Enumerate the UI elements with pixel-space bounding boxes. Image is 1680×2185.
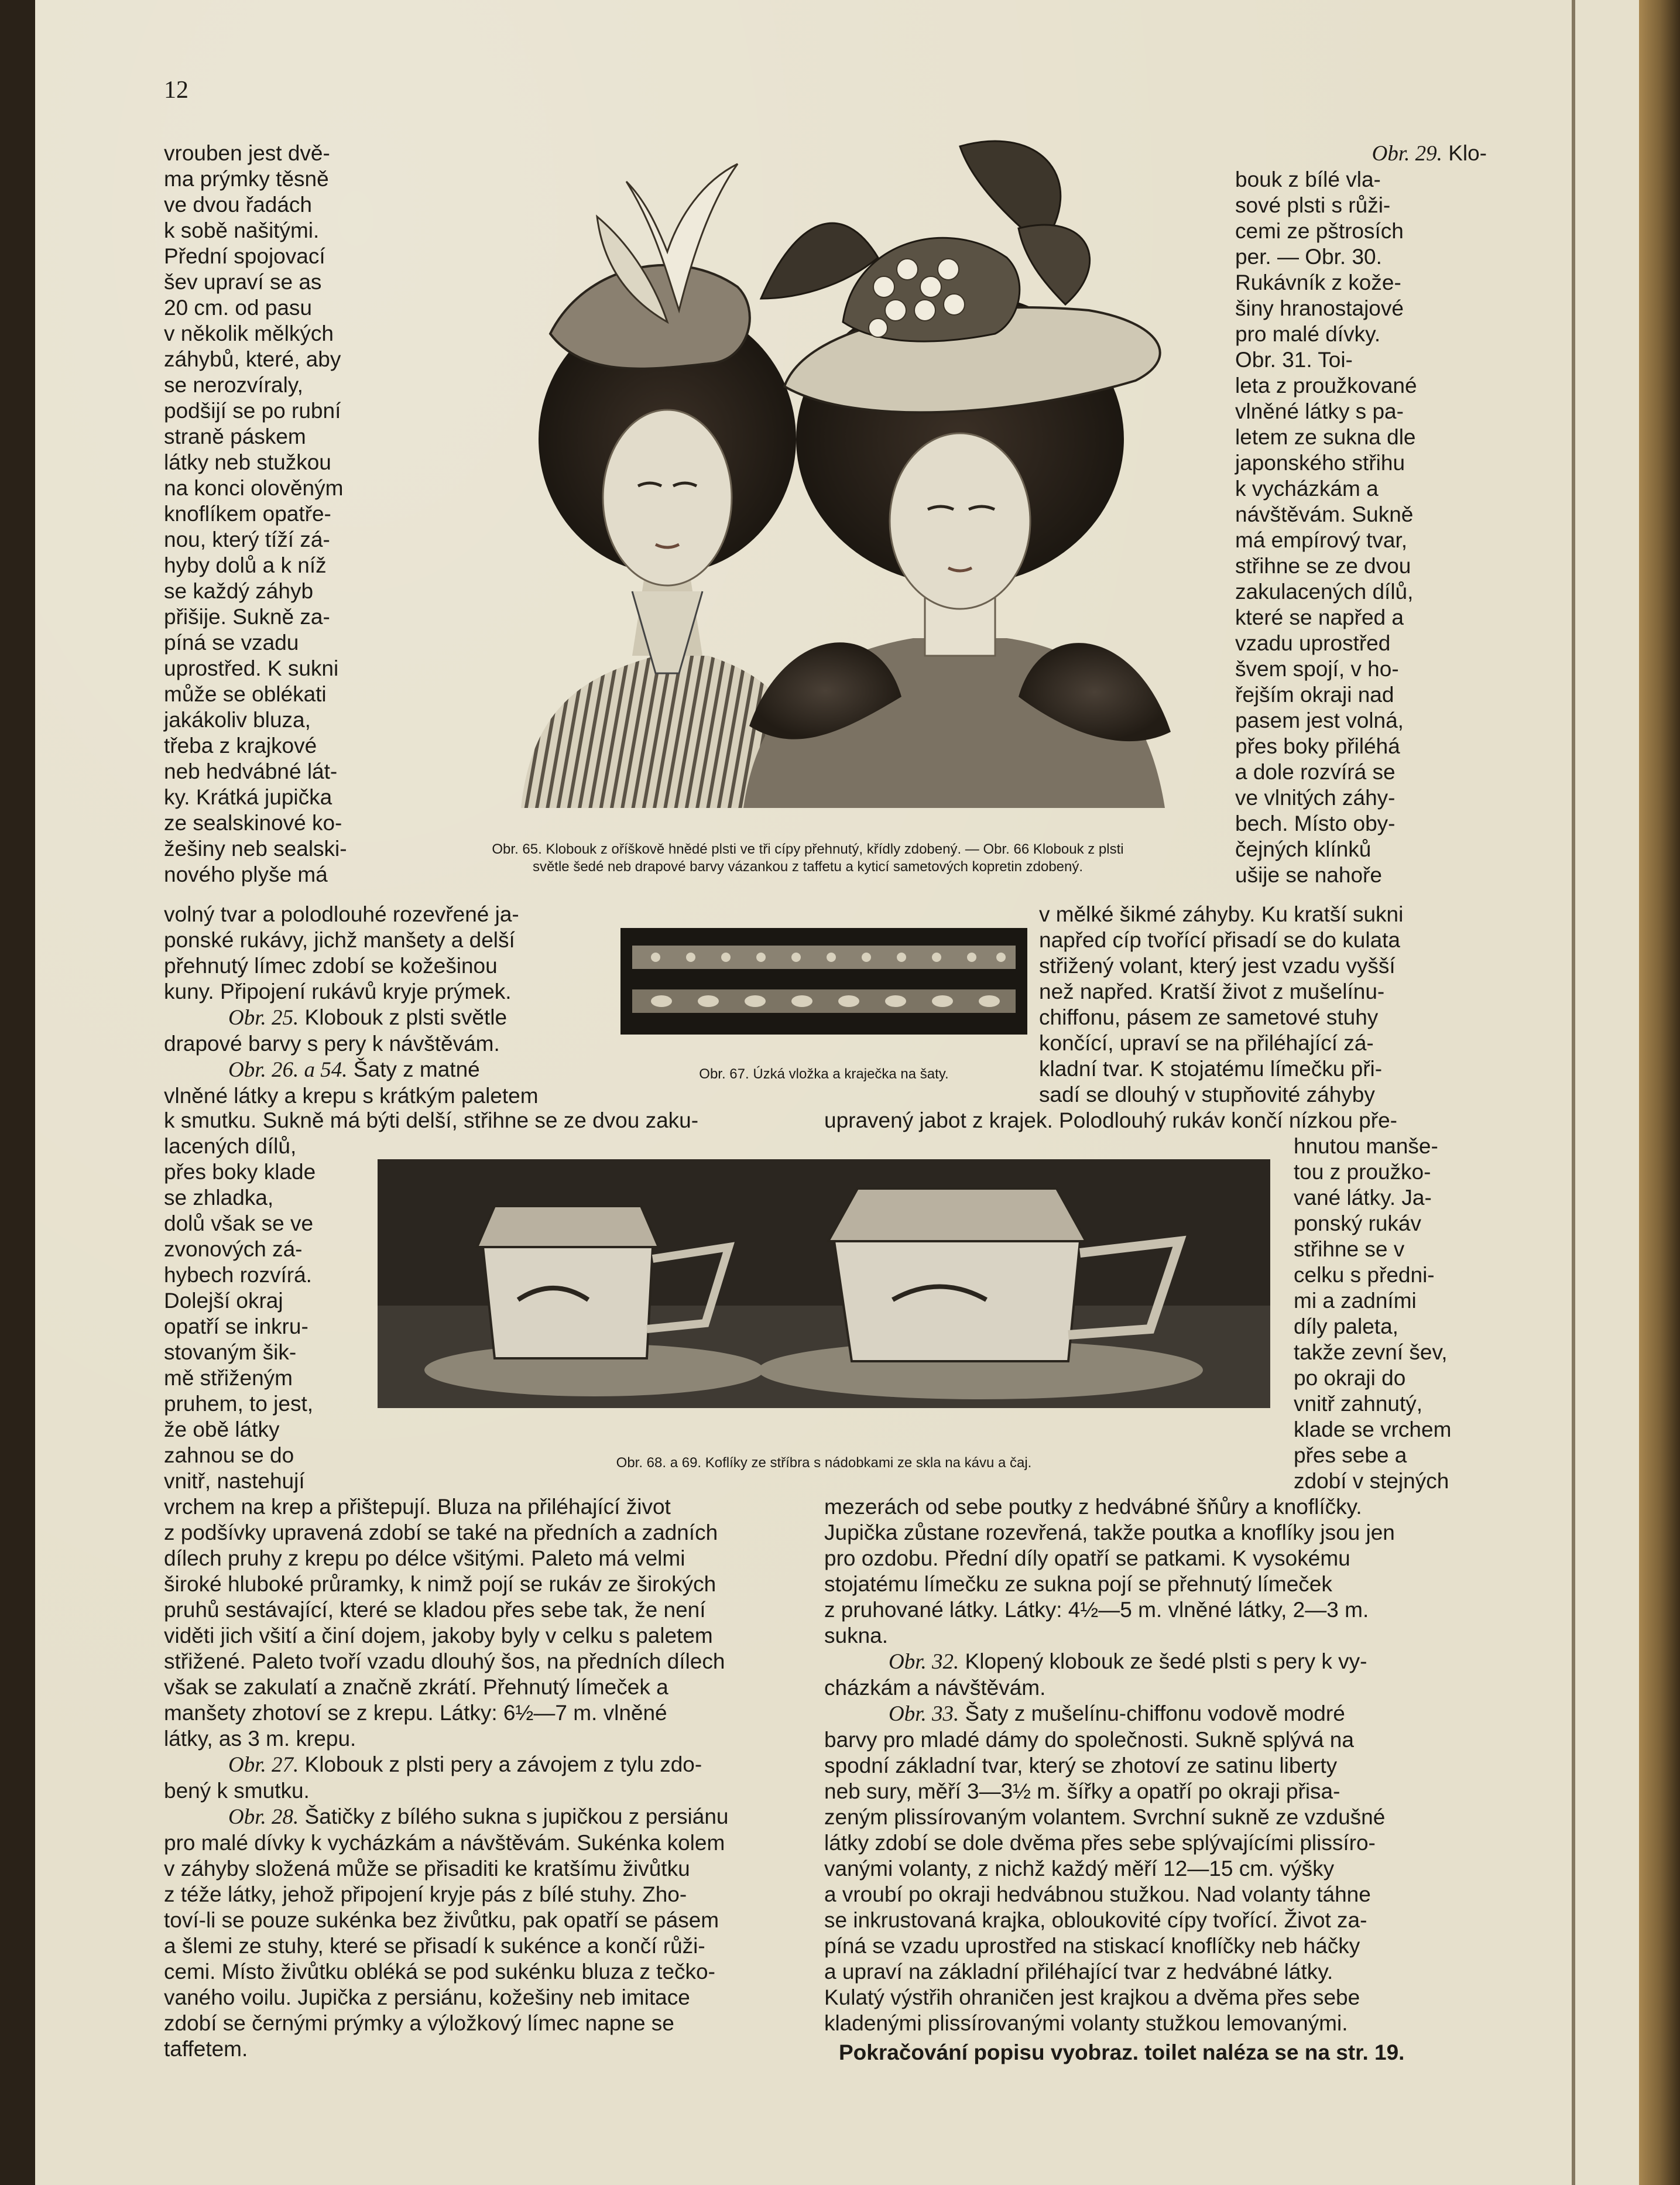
column-left-narrow-line: dolů však se ve bbox=[164, 1211, 314, 1235]
caption-obr-65-66 bbox=[375, 841, 1241, 876]
column-right-top-line: per. — Obr. 30. bbox=[1235, 245, 1382, 269]
column-left-bottom-line: viděti jich všití a činí dojem, jakoby byly v celku s paletem bbox=[164, 1624, 713, 1648]
lace-strips bbox=[620, 928, 1027, 1035]
column-left-bottom-line: vrchem na krep a přištepují. Bluza na přiléhající život bbox=[164, 1495, 671, 1519]
caption-obr-68-69: Obr. 68. a 69. Koflíky ze stříbra s nádobkami ze skla na kávu a čaj. bbox=[616, 1455, 1032, 1471]
column-left-top-line: se každý záhyb bbox=[164, 579, 314, 603]
column-left-top-line: ma prýmky těsně bbox=[164, 167, 329, 191]
column-right-narrow-line: střihne se v bbox=[1294, 1237, 1405, 1261]
column-left-top-line: přišije. Sukně za- bbox=[164, 605, 330, 629]
para-28-cont-line: a šlemi ze stuhy, které se přisadí k sukénce a končí růži- bbox=[164, 1934, 705, 1958]
para-28-cont-line: pro malé dívky k vycházkám a návštěvám. Sukénka kolem bbox=[164, 1831, 725, 1855]
column-left-narrow-line: pruhem, to jest, bbox=[164, 1392, 314, 1416]
column-right-top-line: pasem jest volná, bbox=[1235, 708, 1404, 732]
para-28-cont-line: taffetem. bbox=[164, 2037, 248, 2061]
para-33-cont-line: kladenými plissírovanými volanty stužkou lemovanými. bbox=[824, 2011, 1348, 2035]
column-right-top-line: japonského střihu bbox=[1235, 451, 1405, 475]
column-right-top-line: k vycházkám a bbox=[1235, 477, 1379, 501]
column-left-top-line: ve dvou řadách bbox=[164, 193, 313, 217]
obr-28-ref: Obr. 28. bbox=[228, 1805, 299, 1829]
column-right-narrow-line: díly paleta, bbox=[1294, 1314, 1398, 1338]
column-left-narrow-line: přes boky klade bbox=[164, 1160, 316, 1184]
column-right-mid-line: sadí se dlouhý v stupňovité záhyby bbox=[1039, 1083, 1375, 1107]
obr-33-ref: Obr. 33. bbox=[889, 1702, 959, 1726]
column-right-mid-line: střižený volant, který jest vzadu vyšší bbox=[1039, 954, 1396, 978]
column-right-bottom-line: Jupička zůstane rozevřená, takže poutka a knoflíky jsou jen bbox=[824, 1520, 1395, 1544]
column-left-top-line: hyby dolů a k níž bbox=[164, 553, 327, 577]
column-left-mid-line: ponské rukávy, jichž manšety a delší bbox=[164, 928, 515, 952]
column-right-narrow-line: hnutou manše- bbox=[1294, 1134, 1438, 1158]
column-right-narrow-line: mi a zadními bbox=[1294, 1289, 1417, 1313]
column-left-mid-line: volný tvar a polodlouhé rozevřené ja- bbox=[164, 902, 519, 926]
obr-29-ref: Obr. 29. bbox=[1372, 142, 1442, 166]
column-left-top-line: uprostřed. K sukni bbox=[164, 656, 339, 680]
column-left-narrow-line: zahnou se do bbox=[164, 1443, 294, 1467]
para-28-cont-line: cemi. Místo živůtku obléká se pod sukénku bluza z tečko- bbox=[164, 1960, 715, 1984]
obr-25-cont: drapové barvy s pery k návštěvám. bbox=[164, 1032, 500, 1056]
column-left-bottom-line: z podšívky upravená zdobí se také na předních a zadních bbox=[164, 1520, 718, 1544]
column-right-top-line: ve vlnitých záhy- bbox=[1235, 786, 1396, 810]
obr-26-text: Šaty z matné bbox=[347, 1057, 480, 1081]
page-number: 12 bbox=[164, 77, 188, 104]
caption-65-66-line: světle šedé neb drapové barvy vázankou z taffetu a kyticí sametových kopretin zdobený. bbox=[532, 859, 1084, 875]
column-right-bottom-line: pro ozdobu. Přední díly opatří se patkami. K vysokému bbox=[824, 1546, 1350, 1570]
column-right-top-line: přes boky přiléhá bbox=[1235, 734, 1400, 758]
para-33-cont-line: a vroubí po okraji hedvábnou stužkou. Nad volanty táhne bbox=[824, 1882, 1371, 1906]
column-right-top-line: Rukávník z kože- bbox=[1235, 270, 1401, 294]
obr-26-wide-line: k smutku. Sukně má býti delší, střihne se ze dvou zaku- bbox=[164, 1108, 699, 1132]
column-right-top-line: šiny hranostajové bbox=[1235, 296, 1404, 320]
column-left-bottom-line: pruhů sestávající, které se kladou přes sebe tak, že není bbox=[164, 1598, 706, 1622]
para-33-cont-line: se inkrustovaná krajka, obloukovité cípy tvořící. Život za- bbox=[824, 1908, 1367, 1932]
column-right-top-line: cemi ze pštrosích bbox=[1235, 219, 1404, 243]
column-left-top-line: píná se vzadu bbox=[164, 631, 299, 655]
figure-68-69-cups bbox=[378, 1159, 1270, 1408]
column-right-top-line: střihne se ze dvou bbox=[1235, 554, 1411, 578]
right-column-mid bbox=[1039, 902, 1487, 1108]
column-right-narrow-line: vané látky. Ja- bbox=[1294, 1186, 1432, 1210]
column-right-top-line: má empírový tvar, bbox=[1235, 528, 1408, 552]
column-right-top-line: bech. Místo oby- bbox=[1235, 811, 1396, 835]
column-left-narrow-line: že obě látky bbox=[164, 1417, 280, 1441]
para-28-cont-line: vaného voilu. Jupička z persiánu, kožešiny neb imitace bbox=[164, 1985, 690, 2009]
obr-28-text: Šatičky z bílého sukna s jupičkou z persiánu bbox=[299, 1804, 729, 1828]
figure-65-66-hats-illustration bbox=[433, 111, 1247, 808]
column-right-top-line: pro malé dívky. bbox=[1235, 322, 1381, 346]
column-left-top-line: 20 cm. od pasu bbox=[164, 296, 312, 320]
right-column-top bbox=[1235, 141, 1487, 888]
para-33-cont-line: barvy pro mladé dámy do společnosti. Sukně splývá na bbox=[824, 1728, 1354, 1752]
column-right-top-line: ušije se nahoře bbox=[1235, 863, 1382, 887]
column-right-top-line: bouk z bílé vla- bbox=[1235, 167, 1381, 191]
column-right-mid-line: než napřed. Kratší život z mušelínu- bbox=[1039, 980, 1385, 1004]
column-left-narrow-line: stovaným šik- bbox=[164, 1340, 297, 1364]
column-left-top-line: může se oblékati bbox=[164, 682, 327, 706]
column-right-top-line: které se napřed a bbox=[1235, 605, 1404, 629]
obr-32-text: Klopený klobouk ze šedé plsti s pery k vy- bbox=[959, 1649, 1367, 1673]
column-left-bottom-line: však se zakulatí a značně zkrátí. Přehnutý límeček a bbox=[164, 1675, 668, 1699]
column-left-top-line: jakákoliv bluza, bbox=[164, 708, 311, 732]
para-33-cont-line: a upraví na základní přiléhající tvar z hedvábné látky. bbox=[824, 1960, 1333, 1984]
column-right-narrow-line: po okraji do bbox=[1294, 1366, 1406, 1390]
column-right-narrow-line: ponský rukáv bbox=[1294, 1211, 1421, 1235]
column-right-top-line: řejším okraji nad bbox=[1235, 683, 1394, 707]
column-right-top-line: a dole rozvírá se bbox=[1235, 760, 1396, 784]
column-left-narrow-line: se zhladka, bbox=[164, 1186, 274, 1210]
para-28-cont-line: toví-li se pouze sukénka bez živůtku, pak opatří se pásem bbox=[164, 1908, 719, 1932]
right-column-narrow bbox=[1294, 1133, 1487, 1494]
column-right-top-line: zakulacených dílů, bbox=[1235, 580, 1414, 604]
right-wide-text: upravený jabot z krajek. Polodlouhý rukáv končí nízkou pře- bbox=[824, 1108, 1397, 1132]
column-right-top-line: vlněné látky s pa- bbox=[1235, 399, 1404, 423]
obr-27-text: Klobouk z plsti pery a závojem z tylu zdo- bbox=[299, 1752, 702, 1776]
hats-engraving bbox=[433, 111, 1247, 808]
column-left-top-line: záhybů, které, aby bbox=[164, 347, 341, 371]
column-right-top-line: čejných klínků bbox=[1235, 837, 1372, 861]
column-left-top-line: Přední spojovací bbox=[164, 244, 325, 268]
column-right-mid-line: chiffonu, pásem ze sametové stuhy bbox=[1039, 1005, 1379, 1029]
column-right-mid-line: v mělké šikmé záhyby. Ku kratší sukni bbox=[1039, 902, 1404, 926]
para-33-cont-line: Kulatý výstřih ohraničen jest krajkou a dvěma přes sebe bbox=[824, 1985, 1360, 2009]
figure-67-lace-insert bbox=[620, 928, 1027, 1035]
column-left-top-line: nou, který tíží zá- bbox=[164, 528, 330, 552]
column-right-narrow-line: klade se vrchem bbox=[1294, 1417, 1452, 1441]
paragraph-obr-27-28 bbox=[164, 1752, 796, 2062]
column-left-top-line: šev upraví se as bbox=[164, 270, 322, 294]
obr-26-ref: Obr. 26. a 54. bbox=[228, 1058, 348, 1082]
column-right-top-line: švem spojí, v ho- bbox=[1235, 657, 1399, 681]
column-right-narrow-line: takže zevní šev, bbox=[1294, 1340, 1448, 1364]
column-left-bottom-line: střižené. Paleto tvoří vzadu dlouhý šos, na předních dílech bbox=[164, 1649, 725, 1673]
obr-32-ref: Obr. 32. bbox=[889, 1650, 959, 1674]
column-left-top-line: ze sealskinové ko- bbox=[164, 811, 342, 835]
column-right-narrow-line: celku s předni- bbox=[1294, 1263, 1435, 1287]
column-right-mid-line: kladní tvar. K stojatému límečku při- bbox=[1039, 1057, 1383, 1081]
footer-note: Pokračování popisu vyobraz. toilet naléza se na str. 19. bbox=[839, 2040, 1405, 2064]
column-left-bottom-line: dílech pruhy z krepu po délce všitými. Paleto má velmi bbox=[164, 1546, 685, 1570]
column-left-top-line: k sobě našitými. bbox=[164, 218, 320, 242]
column-left-bottom-line: látky, as 3 m. krepu. bbox=[164, 1727, 356, 1751]
column-right-top-line: sové plsti s růži- bbox=[1235, 193, 1391, 217]
caption-obr-67: Obr. 67. Úzká vložka a kraječka na šaty. bbox=[699, 1066, 949, 1082]
column-left-top-line: se nerozvíraly, bbox=[164, 373, 303, 397]
column-left-top-line: žešiny neb sealski- bbox=[164, 837, 347, 861]
column-left-top-line: ky. Krátká jupička bbox=[164, 785, 332, 809]
obr-25-ref: Obr. 25. bbox=[228, 1006, 299, 1030]
column-left-narrow-line: Dolejší okraj bbox=[164, 1289, 283, 1313]
obr-27-ref: Obr. 27. bbox=[228, 1753, 299, 1777]
column-left-narrow-line: mě střiženým bbox=[164, 1366, 293, 1390]
para-33-cont-line: zeným plissírovaným volantem. Svrchní sukně ze vzdušné bbox=[824, 1805, 1386, 1829]
column-left-narrow-line: hybech rozvírá. bbox=[164, 1263, 312, 1287]
column-left-narrow-line: opatří se inkru- bbox=[164, 1314, 308, 1338]
obr-33-text: Šaty z mušelínu-chiffonu vodově modré bbox=[959, 1701, 1345, 1725]
column-left-top-line: podšijí se po rubní bbox=[164, 399, 341, 423]
left-column-bottom bbox=[164, 1494, 796, 1752]
column-left-narrow-line: vnitř, nastehují bbox=[164, 1469, 305, 1493]
column-right-bottom-line: mezerách od sebe poutky z hedvábné šňůry a knoflíčky. bbox=[824, 1495, 1362, 1519]
column-left-top-line: vrouben jest dvě- bbox=[164, 141, 330, 165]
column-right-bottom-line: z pruhované látky. Látky: 4½—5 m. vlněné látky, 2—3 m. bbox=[824, 1598, 1369, 1622]
right-column-bottom bbox=[824, 1494, 1487, 1649]
column-right-narrow-line: tou z proužko- bbox=[1294, 1160, 1431, 1184]
column-left-top-line: třeba z krajkové bbox=[164, 734, 317, 758]
para-33-cont-line: píná se vzadu uprostřed na stiskací knoflíčky neb háčky bbox=[824, 1934, 1360, 1958]
column-left-bottom-line: manšety zhotoví se z krepu. Látky: 6½—7 m. vlněné bbox=[164, 1701, 667, 1725]
left-column-narrow bbox=[164, 1133, 331, 1494]
para-28-cont-line: v záhyby složená může se přisaditi ke kratšímu živůtku bbox=[164, 1857, 690, 1881]
column-right-top-line: Obr. 31. Toi- bbox=[1235, 348, 1353, 372]
para-33-cont-line: spodní základní tvar, který se zhotoví ze satinu liberty bbox=[824, 1754, 1338, 1778]
column-left-top-line: straně páskem bbox=[164, 424, 306, 448]
paragraph-obr-32-33 bbox=[824, 1649, 1487, 2066]
obr-25-text: Klobouk z plsti světle bbox=[299, 1005, 508, 1029]
column-right-top-line: leta z proužkované bbox=[1235, 374, 1417, 398]
left-column-mid bbox=[164, 902, 574, 1005]
column-right-bottom-line: sukna. bbox=[824, 1624, 889, 1648]
column-right-top-line: letem ze sukna dle bbox=[1235, 425, 1416, 449]
column-left-top-line: nového plyše má bbox=[164, 862, 328, 886]
column-right-narrow-line: zdobí v stejných bbox=[1294, 1469, 1449, 1493]
page-gutter-shadow bbox=[1572, 0, 1575, 2185]
column-right-mid-line: končící, upraví se na přiléhající zá- bbox=[1039, 1031, 1374, 1055]
para-33-cont-line: vanými volanty, z nichž každý měří 12—15 cm. výšky bbox=[824, 1857, 1335, 1881]
para-33-cont-line: látky zdobí se dole dvěma přes sebe splývajícími plissíro- bbox=[824, 1831, 1376, 1855]
column-right-bottom-line: stojatému límečku ze sukna pojí se přehnutý límeček bbox=[824, 1572, 1332, 1596]
paragraph-obr-26-wide bbox=[164, 1108, 796, 1133]
paragraph-obr-25 bbox=[164, 1005, 574, 1109]
column-right-mid-line: napřed cíp tvořící přisadí se do kulata bbox=[1039, 928, 1401, 952]
obr-32-cont: cházkám a návštěvám. bbox=[824, 1676, 1046, 1700]
para-28-cont-line: zdobí se černými prýmky a výložkový límec napne se bbox=[164, 2011, 674, 2035]
column-left-mid-line: kuny. Připojení rukávů kryje prýmek. bbox=[164, 980, 512, 1004]
caption-65-66-line: Obr. 65. Klobouk z oříškově hnědé plsti ve tři cípy přehnutý, křídly zdobený. — Obr. 66 Klobouk z plsti bbox=[492, 841, 1124, 857]
column-right-top-line: návštěvám. Sukně bbox=[1235, 502, 1414, 526]
obr-27-cont: bený k smutku. bbox=[164, 1779, 310, 1803]
column-left-bottom-line: široké hluboké průramky, k nimž pojí se rukáv ze širokých bbox=[164, 1572, 716, 1596]
column-left-narrow-line: lacených dílů, bbox=[164, 1134, 297, 1158]
column-right-top-line: vzadu uprostřed bbox=[1235, 631, 1391, 655]
column-left-top-line: na konci olověným bbox=[164, 476, 344, 500]
para-28-cont-line: z téže látky, jehož připojení kryje pás z bílé stuhy. Zho- bbox=[164, 1882, 687, 1906]
column-left-top-line: knoflíkem opatře- bbox=[164, 502, 331, 526]
column-left-top-line: v několik mělkých bbox=[164, 321, 334, 345]
column-left-top-line: neb hedvábné lát- bbox=[164, 759, 338, 783]
column-right-narrow-line: vnitř zahnutý, bbox=[1294, 1392, 1423, 1416]
left-column-top bbox=[164, 141, 351, 888]
column-left-mid-line: přehnutý límec zdobí se kožešinou bbox=[164, 954, 498, 978]
cups-photo bbox=[378, 1159, 1270, 1408]
column-right-narrow-line: přes sebe a bbox=[1294, 1443, 1407, 1467]
obr-26-cont: vlněné látky a krepu s krátkým paletem bbox=[164, 1084, 539, 1108]
column-left-narrow-line: zvonových zá- bbox=[164, 1237, 303, 1261]
klo-word: Klo- bbox=[1448, 141, 1487, 165]
right-wide-line bbox=[824, 1108, 1487, 1133]
column-left-top-line: látky neb stužkou bbox=[164, 450, 331, 474]
para-33-cont-line: neb sury, měří 3—3½ m. šířky a opatří po okraji přisa- bbox=[824, 1779, 1340, 1803]
